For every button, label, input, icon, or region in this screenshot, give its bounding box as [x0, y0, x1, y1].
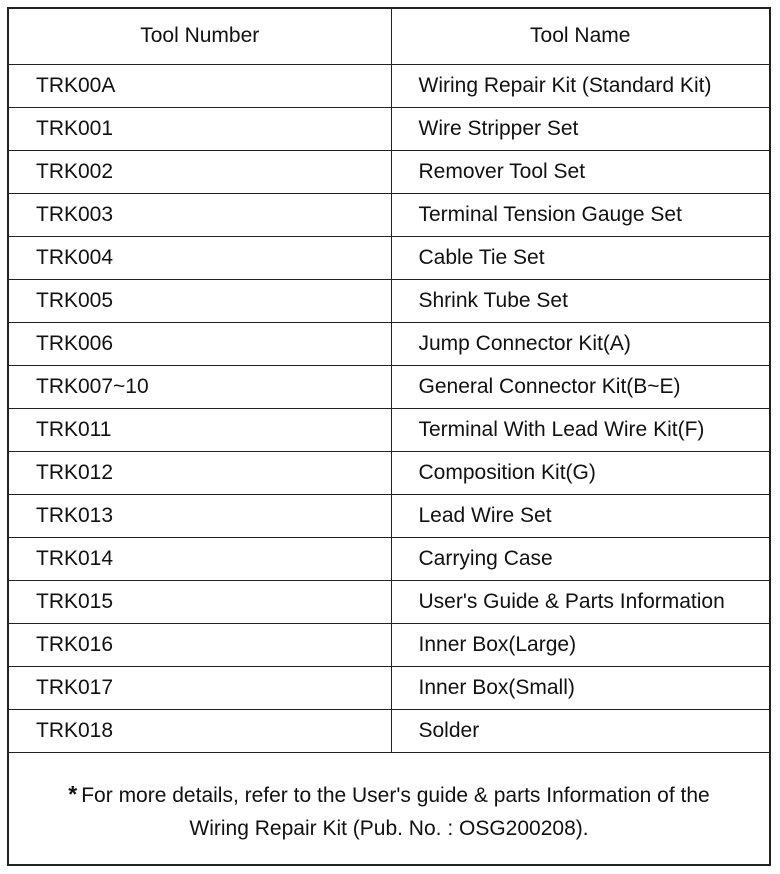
table-row — [9, 494, 769, 537]
tool-name-cell: Jump Connector Kit(A) — [391, 322, 769, 365]
tool-name-cell: General Connector Kit(B~E) — [391, 365, 769, 408]
table-row — [9, 537, 769, 580]
table-row — [9, 709, 769, 752]
tool-name-cell: Wiring Repair Kit (Standard Kit) — [391, 64, 769, 107]
table-header-row — [9, 9, 769, 64]
tool-name-cell: Shrink Tube Set — [391, 279, 769, 322]
tool-number-cell: TRK013 — [9, 494, 391, 537]
table-row — [9, 236, 769, 279]
footnote-marker: * — [68, 780, 78, 807]
tool-name-cell: Composition Kit(G) — [391, 451, 769, 494]
tool-number-cell: TRK00A — [9, 64, 391, 107]
tool-name-cell: Solder — [418, 718, 480, 742]
footnote-line-2: Wiring Repair Kit (Pub. No. : OSG200208). — [189, 816, 589, 840]
tool-name-cell: Terminal Tension Gauge Set — [391, 193, 769, 236]
tool-number-cell: TRK011 — [9, 408, 391, 451]
table-row — [9, 666, 769, 709]
tool-table — [9, 9, 769, 752]
tool-number-cell: TRK001 — [9, 107, 391, 150]
tool-number-cell: TRK002 — [9, 150, 391, 193]
table-row — [9, 322, 769, 365]
tool-name-cell: Terminal With Lead Wire Kit(F) — [391, 408, 769, 451]
table-row — [9, 365, 769, 408]
tool-number-cell: TRK016 — [9, 623, 391, 666]
table-row — [9, 623, 769, 666]
header-tool-number: Tool Number — [9, 9, 391, 64]
tool-number-cell: TRK017 — [9, 666, 391, 709]
table-row — [9, 451, 769, 494]
tool-table-frame — [7, 7, 771, 866]
tool-name-cell: Cable Tie Set — [391, 236, 769, 279]
table-row — [9, 408, 769, 451]
tool-name-cell: User's Guide & Parts Information — [391, 580, 769, 623]
tool-number-cell: TRK005 — [9, 279, 391, 322]
header-tool-name: Tool Name — [391, 9, 769, 64]
table-row — [9, 279, 769, 322]
table-row — [9, 107, 769, 150]
tool-name-cell: Remover Tool Set — [391, 150, 769, 193]
tool-number-cell: TRK004 — [9, 236, 391, 279]
footnote-line-1 — [68, 778, 709, 812]
tool-name-cell: Lead Wire Set — [391, 494, 769, 537]
tool-number-cell: TRK007~10 — [9, 365, 391, 408]
table-row — [9, 193, 769, 236]
footnote-text-1: For more details, refer to the User's guide & parts Information of the — [81, 783, 710, 807]
tool-name-cell: Inner Box(Small) — [391, 666, 769, 709]
tool-number-cell: TRK018 — [9, 709, 391, 752]
tool-number-cell: TRK006 — [9, 322, 391, 365]
table-row — [9, 150, 769, 193]
table-row — [9, 64, 769, 107]
tool-name-cell: Carrying Case — [391, 537, 769, 580]
table-row — [9, 580, 769, 623]
footnote — [9, 752, 769, 869]
tool-name-cell: Wire Stripper Set — [391, 107, 769, 150]
tool-number-cell: TRK015 — [9, 580, 391, 623]
tool-number-cell: TRK003 — [9, 193, 391, 236]
tool-number-cell: TRK012 — [9, 451, 391, 494]
tool-number-cell: TRK014 — [9, 537, 391, 580]
tool-name-cell: Inner Box(Large) — [391, 623, 769, 666]
